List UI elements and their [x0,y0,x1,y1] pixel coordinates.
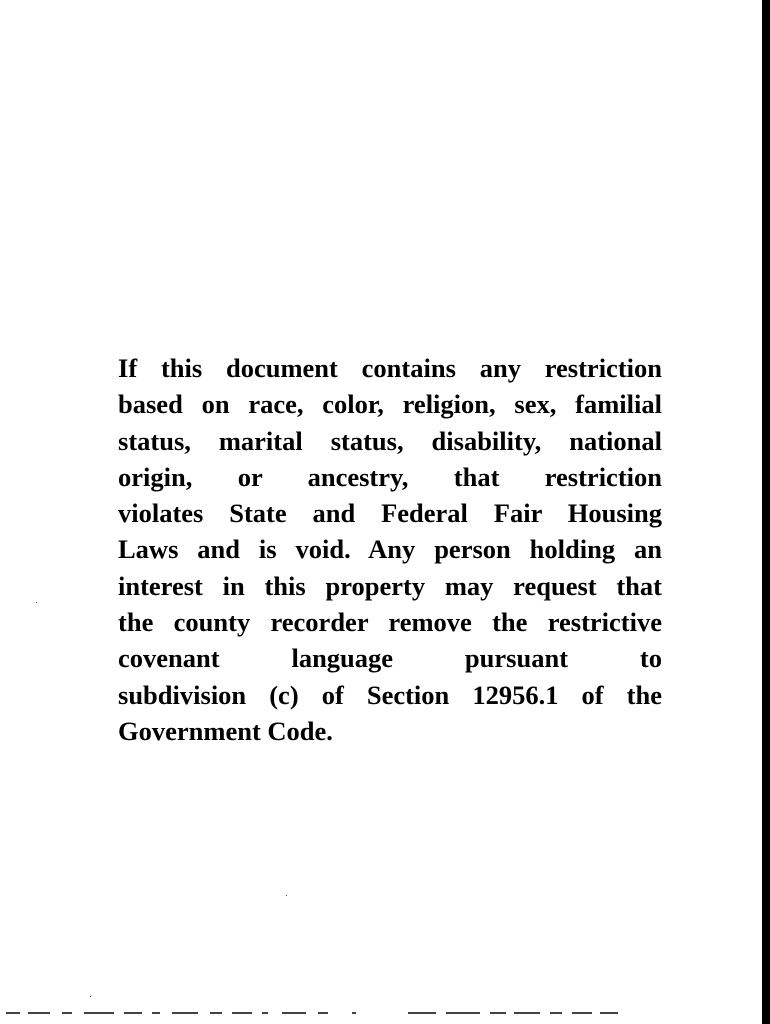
scan-noise-strip [0,1012,640,1016]
fair-housing-notice [118,350,662,749]
scan-speck [90,996,91,997]
notice-line: covenant language pursuant to [118,643,662,674]
notice-line: interest in this property may request that [118,570,662,601]
scan-edge-bar [762,0,770,1024]
notice-line: status, marital status, disability, national [118,425,662,456]
notice-line: Laws and is void. Any person holding an [118,534,662,565]
scan-speck [286,895,287,896]
notice-line: Government Code. [118,715,333,746]
notice-line: subdivision (c) of Section 12956.1 of the [118,679,662,710]
scan-speck [36,602,37,603]
notice-line: violates State and Federal Fair Housing [118,498,662,529]
notice-line: the county recorder remove the restrictive [118,607,662,638]
notice-line: If this document contains any restriction [118,353,662,383]
notice-line: origin, or ancestry, that restriction [118,461,662,492]
notice-line: based on race, color, religion, sex, familial [118,389,662,420]
